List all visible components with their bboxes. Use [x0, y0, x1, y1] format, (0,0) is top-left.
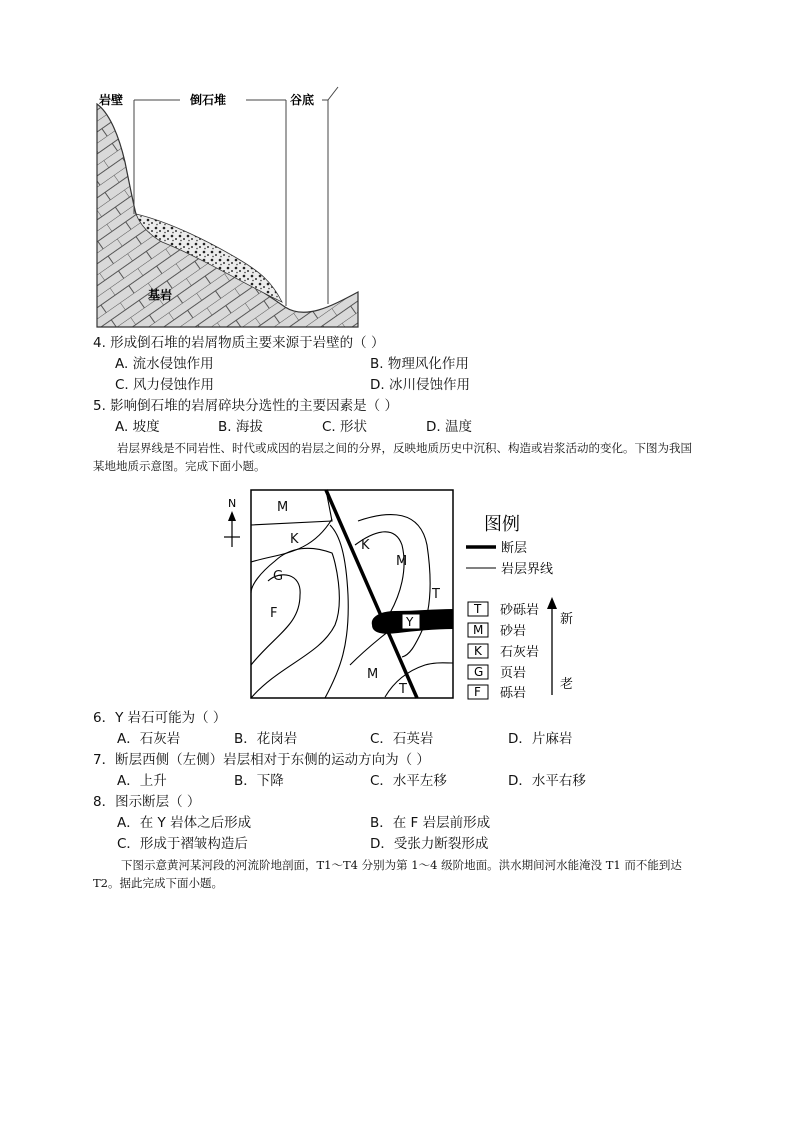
- legend-code-g: G: [474, 665, 484, 679]
- legend-name-f: 砾岩: [500, 686, 527, 701]
- region-m-bottom: M: [367, 667, 379, 682]
- q6-option-b: B．花岗岩: [234, 731, 298, 747]
- label-cliff: 岩壁: [99, 93, 124, 107]
- q8-option-b: B．在 F 岩层前形成: [370, 815, 491, 831]
- q7-option-b: B．下降: [234, 773, 284, 789]
- region-m-right: M: [396, 554, 408, 569]
- q5-option-d: D. 温度: [426, 419, 472, 435]
- q5-option-c: C. 形状: [322, 419, 368, 435]
- legend-code-m: M: [473, 623, 484, 637]
- legend-fault-label: 断层: [501, 541, 528, 556]
- legend-boundary-label: 岩层界线: [501, 562, 554, 577]
- region-t-bottom: T: [399, 682, 407, 697]
- legend-title: 图例: [484, 514, 520, 535]
- label-bedrock: 基岩: [148, 288, 173, 302]
- region-y: Y: [406, 615, 414, 629]
- q4-option-b: B. 物理风化作用: [370, 356, 469, 372]
- q4-option-a: A. 流水侵蚀作用: [115, 356, 214, 372]
- legend-name-m: 砂岩: [500, 624, 527, 639]
- legend-code-t: T: [474, 602, 482, 616]
- legend-name-g: 页岩: [500, 666, 527, 681]
- age-old-label: 老: [560, 677, 574, 692]
- label-valley: 谷底: [290, 93, 315, 107]
- legend-code-f: F: [474, 685, 481, 699]
- q7-option-a: A．上升: [117, 773, 167, 789]
- q5-option-a: A. 坡度: [115, 419, 160, 435]
- region-f: F: [270, 606, 278, 621]
- label-talus: 倒石堆: [190, 93, 227, 107]
- question-4-stem: 4. 形成倒石堆的岩屑物质主要来源于岩壁的（ ）: [93, 335, 385, 351]
- intro-paragraph-2: 下图示意黄河某河段的河流阶地剖面，T1～T4 分别为第 1～4 级阶地面。洪水期间河水能淹没 T1 而不能到达 T2。据此完成下面小题。: [93, 858, 682, 890]
- age-new-label: 新: [560, 612, 574, 627]
- question-5-stem: 5. 影响倒石堆的岩屑碎块分选性的主要因素是（ ）: [93, 398, 398, 414]
- legend-name-t: 砂砾岩: [500, 603, 540, 618]
- north-label: N: [228, 497, 237, 510]
- region-t-right: T: [432, 587, 440, 602]
- map-frame: [251, 490, 453, 698]
- q8-option-c: C．形成于褶皱构造后: [117, 836, 248, 852]
- geologic-map-figure: [220, 485, 590, 705]
- q4-option-d: D. 冰川侵蚀作用: [370, 377, 470, 393]
- q7-option-d: D．水平右移: [508, 773, 586, 789]
- legend-name-k: 石灰岩: [500, 645, 540, 660]
- region-g: G: [273, 569, 284, 584]
- region-m-top: M: [277, 500, 289, 515]
- q8-option-a: A．在 Y 岩体之后形成: [117, 815, 252, 831]
- region-k-left: K: [290, 532, 299, 547]
- question-6-stem: 6．Y 岩石可能为（ ）: [93, 710, 227, 726]
- bedrock-area: [97, 104, 358, 327]
- q6-option-d: D．片麻岩: [508, 731, 573, 747]
- question-8-stem: 8．图示断层（ ）: [93, 794, 201, 810]
- q6-option-a: A．石灰岩: [117, 731, 181, 747]
- question-7-stem: 7．断层西侧（左侧）岩层相对于东侧的运动方向为（ ）: [93, 752, 430, 768]
- region-k-right: K: [361, 538, 370, 553]
- legend-code-k: K: [474, 644, 482, 658]
- q7-option-c: C．水平左移: [370, 773, 447, 789]
- q8-option-d: D．受张力断裂形成: [370, 836, 489, 852]
- intro-paragraph-1: 岩层界线是不同岩性、时代或成因的岩层之间的分界，反映地质历史中沉积、构造或岩浆活动的变化。下图为我国某地地质示意图。完成下面小题。: [93, 441, 692, 473]
- q5-option-b: B. 海拔: [218, 419, 263, 435]
- q4-option-c: C. 风力侵蚀作用: [115, 377, 215, 393]
- talus-figure: [90, 82, 370, 332]
- q6-option-c: C．石英岩: [370, 731, 434, 747]
